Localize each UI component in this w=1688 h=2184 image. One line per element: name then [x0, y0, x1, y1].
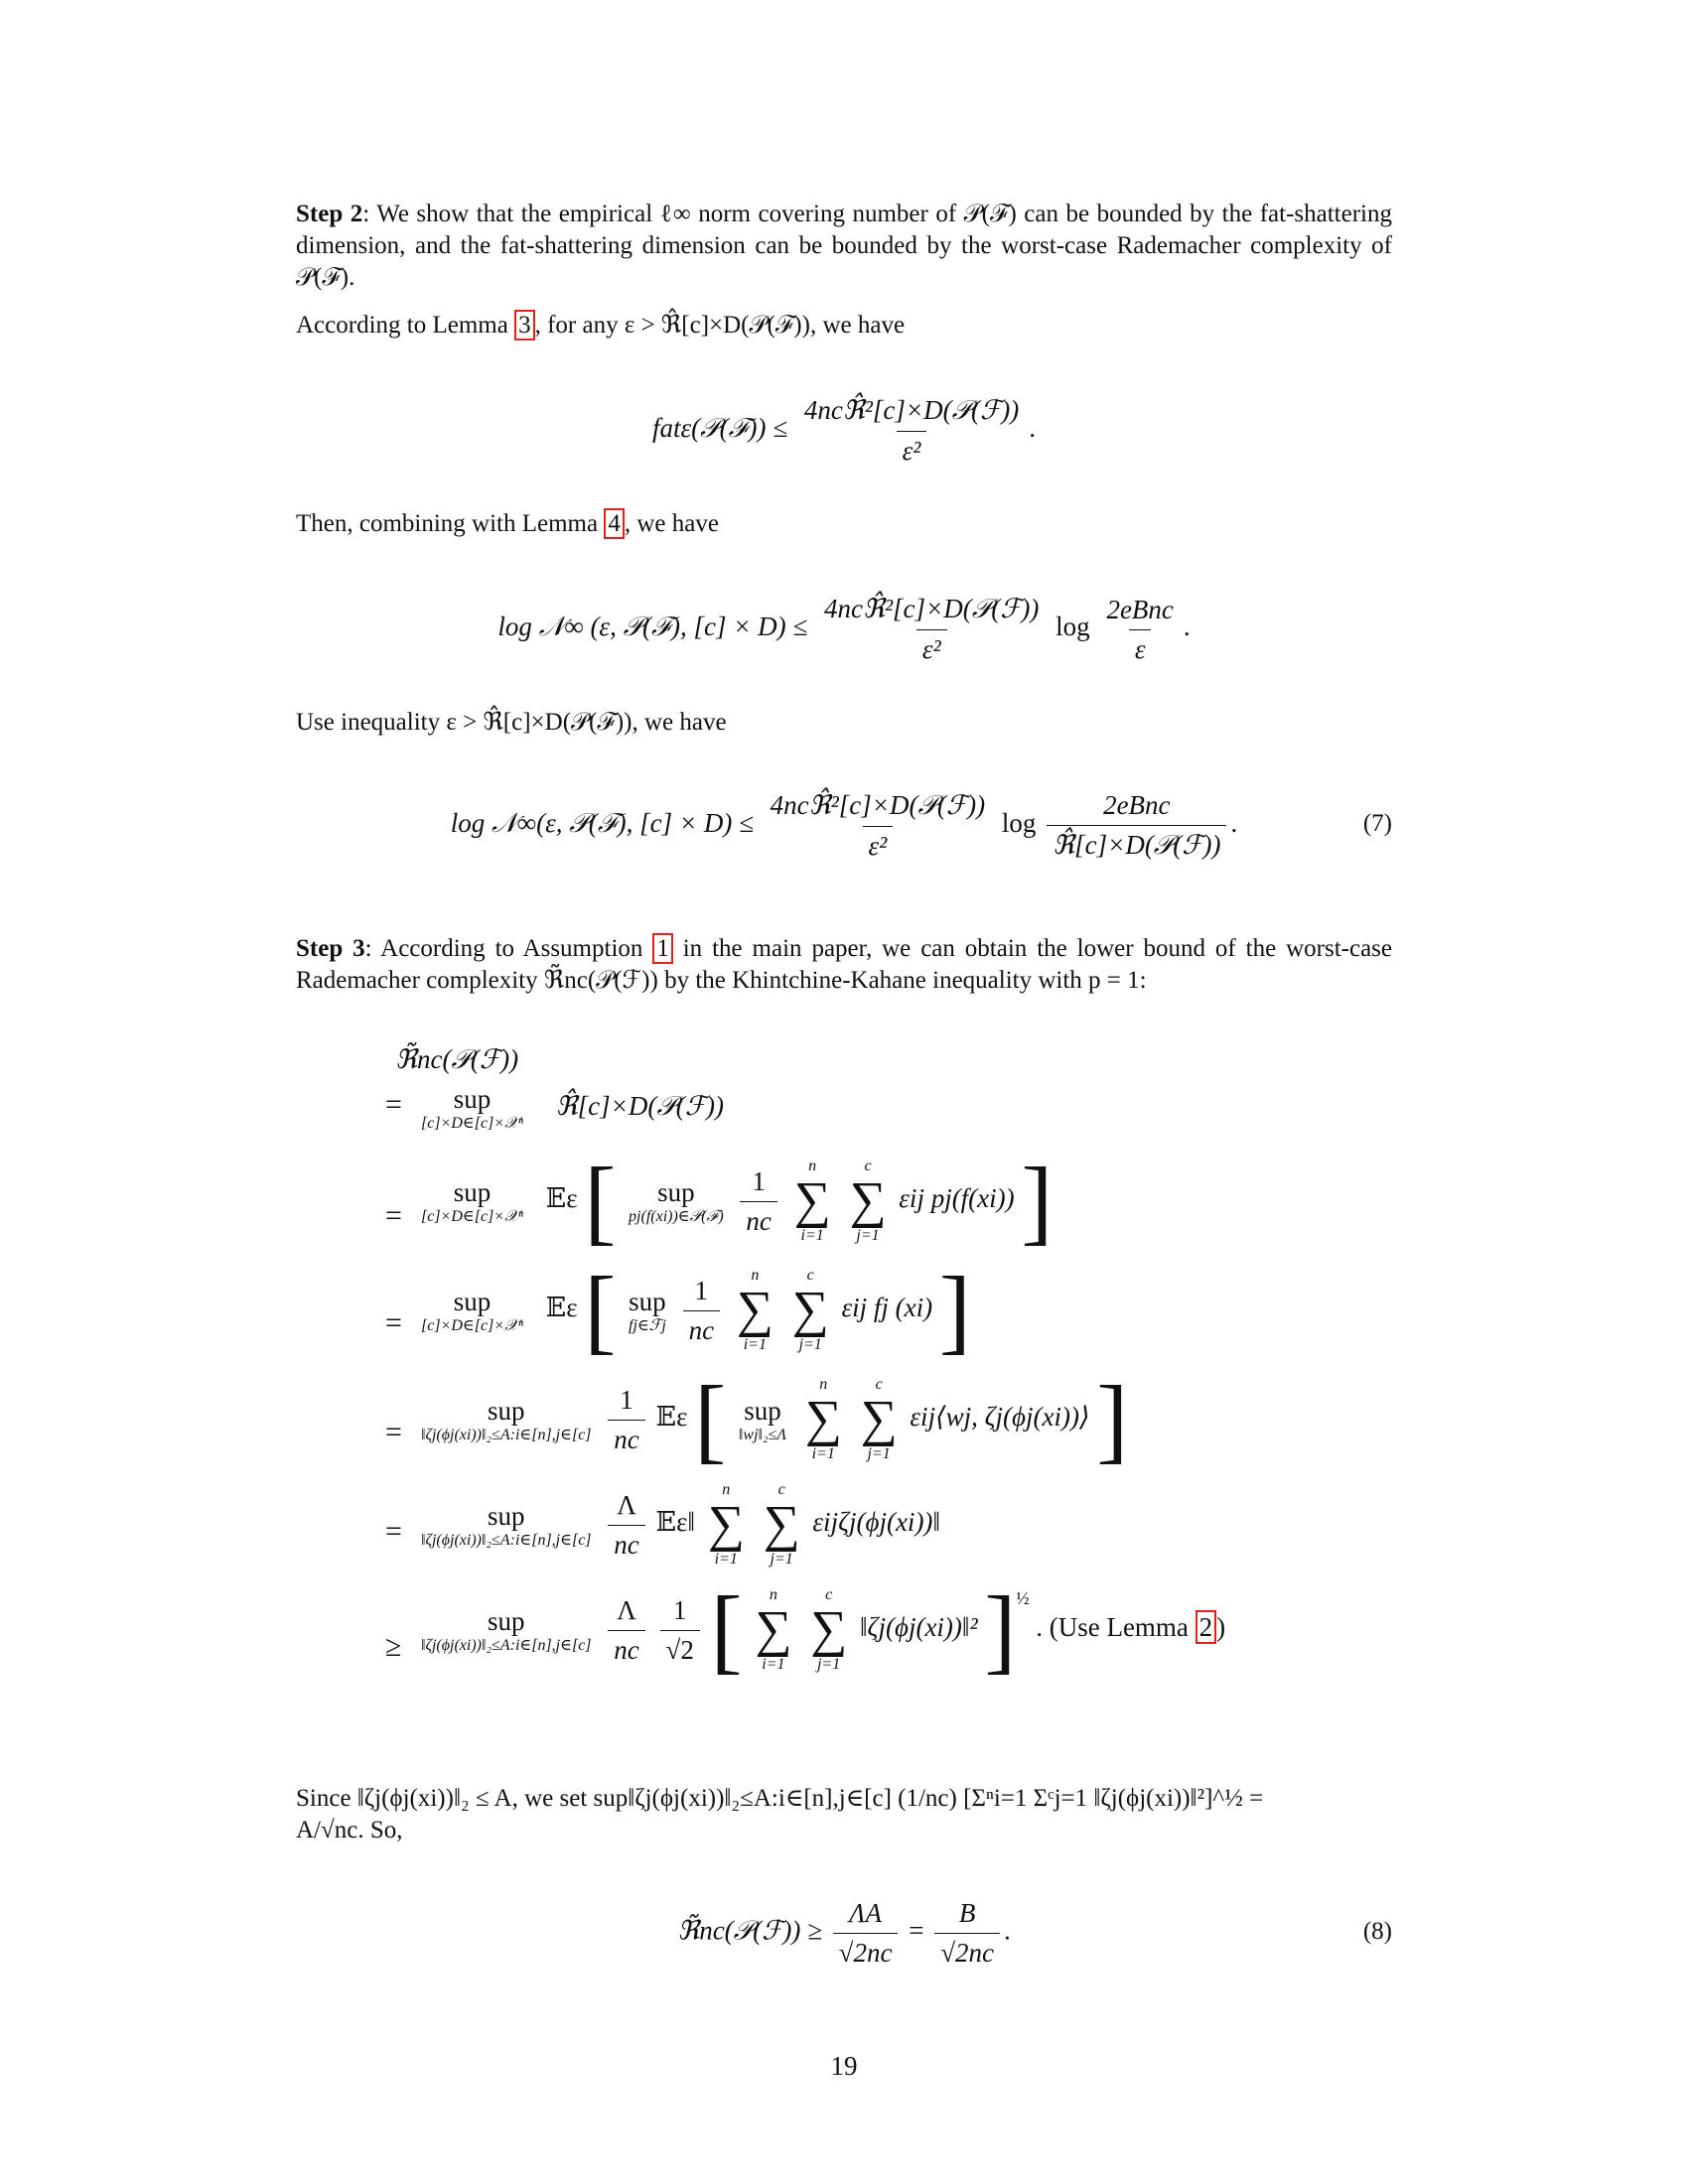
then-post: , we have — [624, 510, 719, 537]
deriv-rel6: ≥ — [385, 1630, 402, 1663]
deriv-line2-term: εij pj(f(xi)) — [899, 1183, 1015, 1214]
deriv-line1-body: ℜ̂[c]×D(𝒫(ℱ)) — [555, 1090, 725, 1121]
since-text: Since ‖ζj(ϕj(xi))‖₂ ≤ A, we set sup‖ζj(ϕj(xi))‖₂≤A:i∈[n],j∈[c] (1/nc) [Σⁿi=1 Σᶜj=1 ‖ζj(ϕj(xi))‖²]^½ = — [296, 1785, 1264, 1812]
sum-5i-top: n — [722, 1481, 731, 1498]
eq8-num2: B — [958, 1898, 976, 1928]
eq-fat-fraction — [798, 395, 1025, 467]
deriv-line5: sup ‖ζj(ϕj(xi))‖₂≤A:i∈[n],j∈[c] $\frac{\Lambda}{nc}$ 𝔼ε‖ n ∑ i=1 c ∑ j=1 εijζj(ϕj(xi))‖ — [421, 1481, 941, 1568]
eq7-mid: log — [1001, 808, 1037, 839]
eq-log-fraction2 — [1100, 595, 1179, 665]
eq8-equals: = — [909, 1915, 924, 1946]
eq-log-num: 4ncℜ̂²[c]×D(𝒫(ℱ)) — [823, 594, 1040, 623]
bracket-close-4: ] — [1096, 1366, 1129, 1472]
deriv-rel5: = — [385, 1515, 402, 1548]
deriv-line5-pre: 𝔼ε‖ — [655, 1507, 696, 1538]
sum-3i-bot: i=1 — [743, 1336, 767, 1353]
equation-8: ℜ̃nc(𝒫(ℱ)) ≥ $\frac{\Lambda A}{√2nc}$ = $\frac{B}{√2nc}$ . (8) — [677, 1898, 1392, 1968]
expectation-2: 𝔼ε — [545, 1183, 578, 1214]
sum-6j-bot: j=1 — [817, 1656, 841, 1673]
sup-3b-limit: fj∈ℱj — [629, 1316, 666, 1334]
deriv-rel1: = — [385, 1088, 402, 1121]
eq7-fraction2 — [1047, 790, 1226, 862]
bracket-open-6: [ — [710, 1576, 743, 1683]
sup-2b-limit: pj(f(xi))∈𝒫(ℱ) — [629, 1207, 724, 1225]
eq-fat-lhs: fatε(𝒫(ℱ)) ≤ — [651, 413, 788, 444]
frac-4-num: 1 — [620, 1384, 633, 1415]
sum-3i-top: n — [751, 1267, 760, 1284]
bracket-open-3: [ — [584, 1257, 617, 1363]
eq7-lhs: log 𝒩∞(ε, 𝒫(ℱ), [c] × D) ≤ — [450, 808, 754, 839]
eq-log-num2: 2eBnc — [1106, 594, 1174, 624]
then-pre: Then, combining with Lemma — [296, 510, 605, 537]
eq-log-den2: ε — [1129, 629, 1152, 665]
lemma3-pre: According to Lemma — [296, 312, 515, 339]
use-inequality-sentence: Use inequality ε > ℜ̂[c]×D(𝒫(ℱ)), we have — [296, 709, 727, 736]
frac-6b-num: 1 — [672, 1594, 687, 1625]
sum-6i-top: n — [769, 1586, 777, 1603]
step3-post: in the main paper, we can obtain the lower bound of the worst-case Rademacher complexity ℜ̃nc(𝒫(ℱ)) by the Khintchine-Kahane inequality with p = 1: — [296, 935, 1392, 994]
frac-5-num: Λ — [617, 1489, 636, 1520]
bracket-close-2: ] — [1021, 1148, 1054, 1254]
equation-log: log 𝒩∞ (ε, 𝒫(ℱ), [c] × D) ≤ $\frac{\text{4ncℜ̂²[c]×D(𝒫(ℱ))}}{\text{ε²}}$ log $\frac{\text{2eBnc}}{\varepsilon}$ . — [497, 594, 1191, 664]
frac-5-den: nc — [608, 1525, 644, 1561]
step3-paragraph — [296, 933, 1392, 997]
step2-label: Step 2 — [296, 201, 363, 227]
deriv-line0: ℜ̃nc(𝒫(ℱ)) — [395, 1044, 519, 1074]
sum-4j-bot: j=1 — [867, 1445, 891, 1462]
then-sentence — [296, 508, 719, 540]
deriv-rel2: = — [385, 1199, 402, 1232]
eq8-lhs: ℜ̃nc(𝒫(ℱ)) ≥ — [677, 1915, 822, 1946]
since-text2: A/√nc. So, — [296, 1817, 403, 1843]
lemma4-link[interactable]: 4 — [604, 508, 625, 539]
bracket-open-2: [ — [584, 1148, 617, 1254]
frac-2-den: nc — [740, 1201, 776, 1237]
expectation-3: 𝔼ε — [545, 1293, 578, 1323]
sup-5-limit: ‖ζj(ϕj(xi))‖₂≤A:i∈[n],j∈[c] — [421, 1531, 592, 1549]
exponent-half: ½ — [1016, 1588, 1030, 1609]
deriv-rel3: = — [385, 1306, 402, 1339]
sup-6-limit: ‖ζj(ϕj(xi))‖₂≤A:i∈[n],j∈[c] — [421, 1636, 592, 1654]
sup-4-limit: ‖ζj(ϕj(xi))‖₂≤A:i∈[n],j∈[c] — [421, 1426, 592, 1443]
lemma3-link[interactable]: 3 — [514, 310, 535, 341]
deriv-line1 — [415, 1084, 724, 1133]
deriv-line3-term: εij fj (xi) — [841, 1293, 933, 1323]
sum-2i-top: n — [808, 1158, 817, 1174]
frac-2-num: 1 — [752, 1165, 766, 1196]
eq7-fraction — [765, 790, 991, 862]
page-number: 19 — [830, 2051, 858, 2081]
sum-4i-top: n — [819, 1376, 828, 1393]
sup-4b-limit: ‖wj‖₂≤Λ — [738, 1426, 787, 1443]
lemma3-post: , for any ε > ℜ̂[c]×D(𝒫(ℱ)), we have — [534, 312, 906, 339]
since-paragraph — [296, 1783, 1392, 1846]
eq-fat-num: 4ncℜ̂²[c]×D(𝒫(ℱ)) — [803, 395, 1020, 425]
sup-4: sup — [488, 1395, 525, 1426]
frac-6a-num: Λ — [617, 1594, 636, 1625]
sup-2: sup — [453, 1176, 492, 1207]
deriv-rel4: = — [385, 1416, 402, 1448]
sup-3: sup — [453, 1286, 492, 1316]
step2-text: : We show that the empirical ℓ∞ norm covering number of 𝒫(ℱ) can be bounded by the fat-shattering dimension, and the fat-shattering dimension can be bounded by the worst-case Rademacher complexity of 𝒫(ℱ). — [296, 201, 1392, 291]
eq8-num1: ΛA — [849, 1898, 882, 1928]
sup-6: sup — [488, 1605, 525, 1636]
bracket-close-3: ] — [938, 1257, 971, 1363]
deriv-line2: sup [c]×D∈[c]×𝒳ⁿ 𝔼ε [ sup pj(f(xi))∈𝒫(ℱ) $\frac{1}{nc}$ n ∑ i=1 c ∑ j=1 εij pj(f(xi)) ] — [421, 1148, 1054, 1254]
sup-5: sup — [488, 1500, 525, 1531]
sum-2j-bot: j=1 — [856, 1227, 880, 1244]
deriv-line5-term: εijζj(ϕj(xi))‖ — [812, 1507, 941, 1538]
deriv-line4-term: εij⟨wj, ζj(ϕj(xi))⟩ — [910, 1402, 1090, 1433]
sup-1-limit: [c]×D∈[c]×𝒳ⁿ — [421, 1115, 523, 1132]
sup-4b: sup — [744, 1395, 781, 1426]
sup-1: sup — [453, 1084, 492, 1114]
sum-5j-top: c — [777, 1481, 785, 1498]
eq8-den1: √2nc — [833, 1933, 899, 1969]
eq-fat-den: ε² — [897, 431, 927, 467]
sup-3b: sup — [629, 1286, 666, 1316]
deriv-line6-term: ‖ζj(ϕj(xi))‖² — [859, 1612, 978, 1643]
eq-log-lhs: log 𝒩∞ (ε, 𝒫(ℱ), [c] × D) ≤ — [497, 612, 808, 642]
eq8-tag: (8) — [1362, 1918, 1392, 1945]
frac-3-den: nc — [683, 1310, 720, 1346]
eq7-num2: 2eBnc — [1103, 790, 1171, 820]
eq7-den2: ℜ̂[c]×D(𝒫(ℱ)) — [1047, 825, 1226, 862]
sup-2-limit: [c]×D∈[c]×𝒳ⁿ — [421, 1207, 523, 1225]
sum-5i-bot: i=1 — [714, 1551, 738, 1568]
sum-6i-bot: i=1 — [762, 1656, 785, 1673]
step2-paragraph — [296, 199, 1392, 294]
bracket-open-4: [ — [694, 1366, 727, 1472]
sum-3j-bot: j=1 — [798, 1336, 822, 1353]
sum-2i-bot: i=1 — [800, 1227, 824, 1244]
sum-2j-top: c — [864, 1158, 872, 1174]
sum-6j-top: c — [825, 1586, 833, 1603]
step3-pre: : According to Assumption — [364, 935, 653, 962]
deriv-line4: sup ‖ζj(ϕj(xi))‖₂≤A:i∈[n],j∈[c] $\frac{1}{nc}$ 𝔼ε [ sup ‖wj‖₂≤Λ n ∑ i=1 c ∑ j=1 εij⟨wj, ζj(ϕj(xi))⟩ ] — [421, 1366, 1129, 1472]
eq-log-fraction — [818, 594, 1045, 665]
bracket-close-6: ] — [984, 1576, 1017, 1683]
sum-4j-top: c — [875, 1376, 883, 1393]
eq-log-mid: log — [1055, 612, 1090, 642]
lemma3-sentence — [296, 310, 905, 341]
expectation-4: 𝔼ε — [655, 1402, 688, 1433]
eq7-num: 4ncℜ̂²[c]×D(𝒫(ℱ)) — [770, 790, 986, 820]
lemma2-link[interactable]: 2 — [1196, 1610, 1217, 1644]
sup-3-limit: [c]×D∈[c]×𝒳ⁿ — [421, 1316, 523, 1334]
eq7-den: ε² — [863, 826, 894, 862]
sum-4i-bot: i=1 — [811, 1445, 835, 1462]
eq8-den2: √2nc — [934, 1933, 1000, 1969]
deriv-line3: sup [c]×D∈[c]×𝒳ⁿ 𝔼ε [ sup fj∈ℱj $\frac{1}{nc}$ n ∑ i=1 c ∑ j=1 εij fj (xi) ] — [421, 1257, 971, 1363]
use-lemma-pre: . (Use Lemma — [1036, 1612, 1196, 1643]
sum-3j-top: c — [806, 1267, 814, 1284]
frac-4-den: nc — [608, 1420, 644, 1455]
frac-6b-den: √2 — [660, 1630, 700, 1666]
step3-label: Step 3 — [296, 935, 365, 962]
eq7-tag: (7) — [1362, 810, 1392, 837]
frac-6a-den: nc — [608, 1630, 644, 1666]
eq-log-den: ε² — [916, 629, 947, 665]
sup-2b: sup — [657, 1176, 695, 1207]
deriv-line6: sup ‖ζj(ϕj(xi))‖₂≤A:i∈[n],j∈[c] $\frac{\Lambda}{nc}$ $\frac{1}{√2}$ [ n ∑ i=1 c ∑ j=1 ‖ζj(ϕj(xi))‖² ]$^{\frac{1}{2}}$ . (Use Lemma 2 ) — [421, 1576, 1226, 1683]
use-lemma-post: ) — [1216, 1612, 1226, 1643]
frac-3-num: 1 — [694, 1275, 709, 1305]
equation-7: log 𝒩∞(ε, 𝒫(ℱ), [c] × D) ≤ $\frac{\text{4ncℜ̂²[c]×D(𝒫(ℱ))}}{\text{ε²}}$ log $\frac{\text{2eBnc}}{\text{ℜ̂[c]×D(𝒫(ℱ))}}$ . (7) — [450, 790, 1392, 861]
equation-fat: fatε(𝒫(ℱ)) ≤ $\frac{\text{4ncℜ̂²[c]×D(𝒫(ℱ))}}{\text{ε²}}$ . — [651, 395, 1036, 466]
assumption1-link[interactable]: 1 — [652, 933, 673, 964]
sum-5j-bot: j=1 — [770, 1551, 793, 1568]
